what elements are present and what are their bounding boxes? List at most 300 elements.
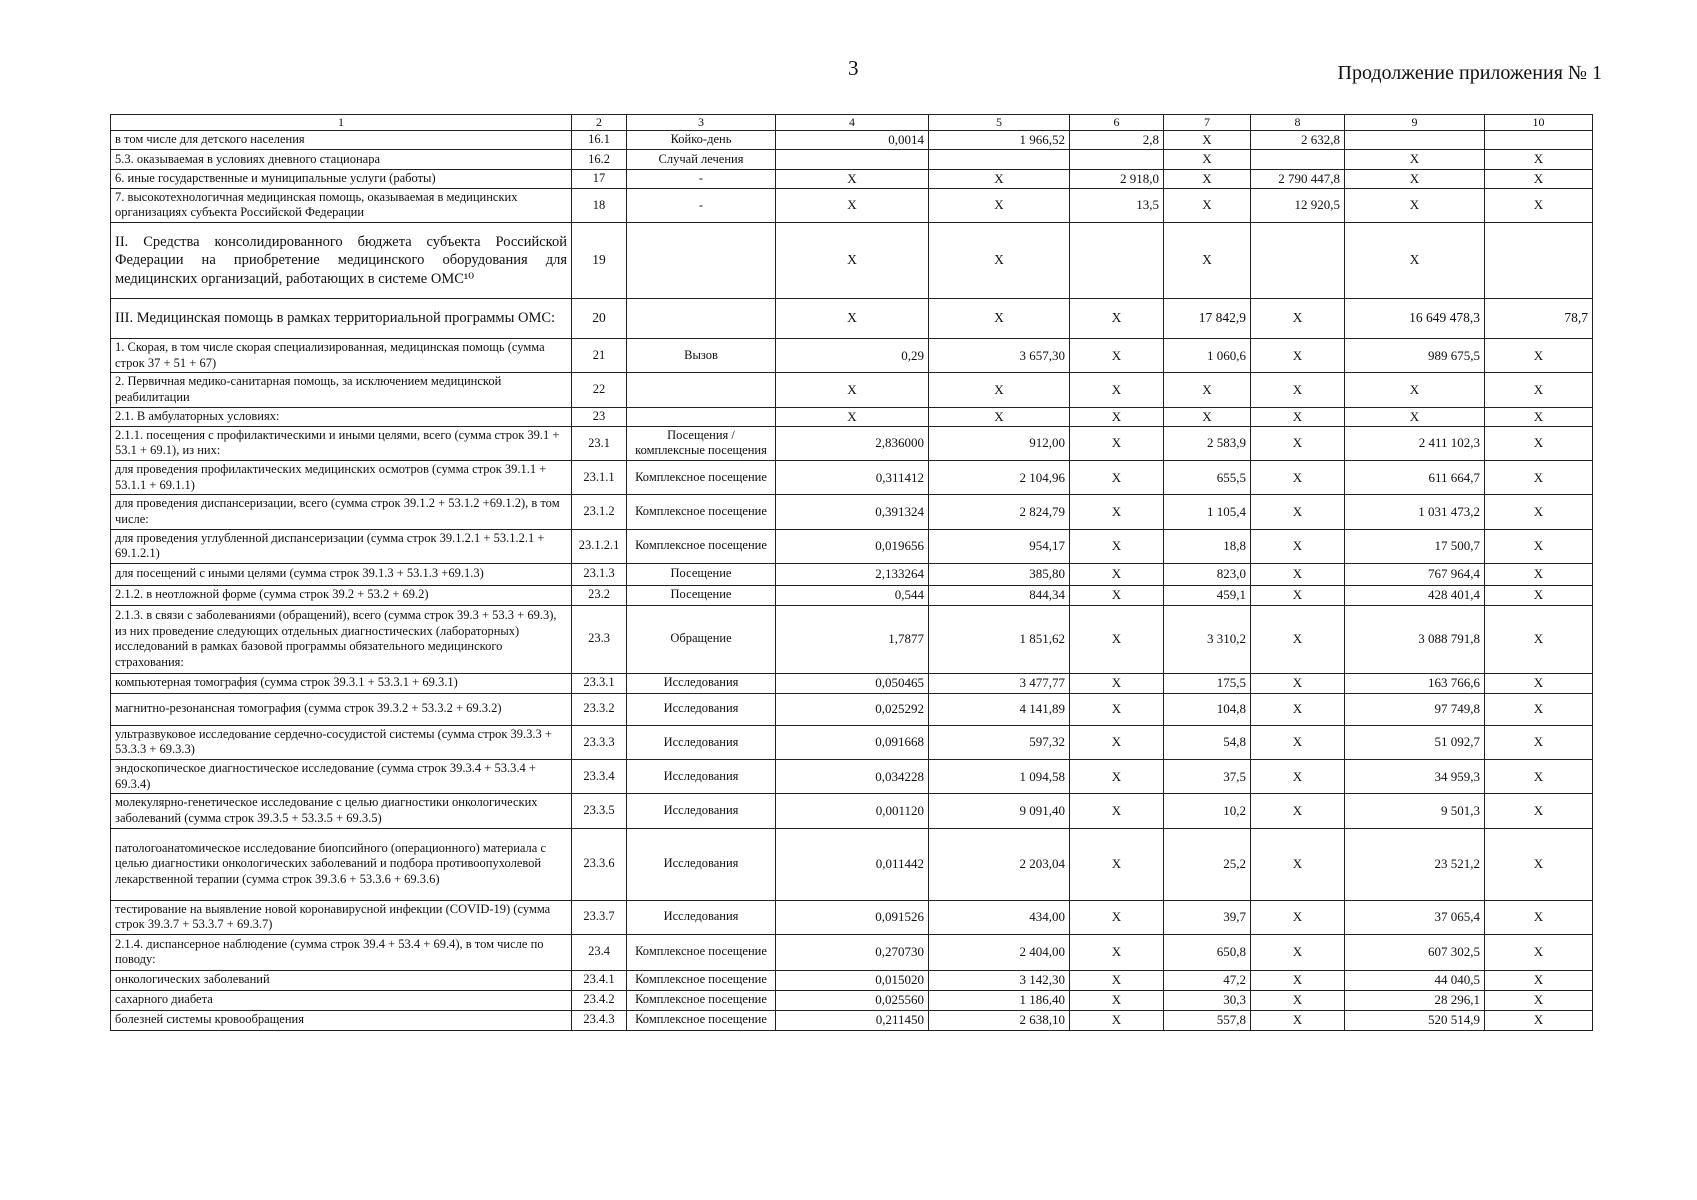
value-cell: 3 088 791,8 (1345, 605, 1485, 673)
value-cell: X (1251, 495, 1345, 529)
unit-cell: - (627, 169, 776, 188)
unit-cell: Исследования (627, 725, 776, 759)
table-row (111, 673, 1593, 693)
row-number-cell: 20 (572, 299, 627, 339)
value-cell: X (1485, 461, 1593, 495)
value-cell: 37,5 (1164, 760, 1251, 794)
value-cell: 1 031 473,2 (1345, 495, 1485, 529)
value-cell: 0,025560 (776, 990, 929, 1010)
value-cell: X (1070, 407, 1164, 426)
value-cell: X (1251, 339, 1345, 373)
value-cell: 0,019656 (776, 529, 929, 563)
value-cell: 3 477,77 (929, 673, 1070, 693)
value-cell: 17 500,7 (1345, 529, 1485, 563)
value-cell: X (1485, 605, 1593, 673)
row-number-cell: 23.3.6 (572, 828, 627, 900)
row-number-cell: 18 (572, 188, 627, 222)
row-label-cell: 1. Скорая, в том числе скорая специализированная, медицинская помощь (сумма строк 37 + 51 + 67) (111, 339, 572, 373)
row-label-cell: 2.1.4. диспансерное наблюдение (сумма строк 39.4 + 53.4 + 69.4), в том числе по поводу: (111, 934, 572, 970)
value-cell: 2 638,10 (929, 1010, 1070, 1030)
value-cell: X (1485, 900, 1593, 934)
value-cell: 1 186,40 (929, 990, 1070, 1010)
value-cell: X (1070, 990, 1164, 1010)
row-label-cell: для посещений с иными целями (сумма строк 39.1.3 + 53.1.3 +69.1.3) (111, 563, 572, 585)
value-cell: 0,270730 (776, 934, 929, 970)
unit-cell: Вызов (627, 339, 776, 373)
unit-cell: Комплексное посещение (627, 990, 776, 1010)
unit-cell: Комплексное посещение (627, 461, 776, 495)
column-number-cell: 5 (929, 115, 1070, 131)
column-number-cell: 8 (1251, 115, 1345, 131)
value-cell: X (1251, 900, 1345, 934)
value-cell: 4 141,89 (929, 693, 1070, 725)
row-number-cell: 23.4 (572, 934, 627, 970)
value-cell: X (1485, 169, 1593, 188)
value-cell: X (1485, 828, 1593, 900)
page-number: 3 (848, 56, 859, 80)
value-cell: 18,8 (1164, 529, 1251, 563)
unit-cell: Посещения / комплексные посещения (627, 426, 776, 460)
value-cell: X (1164, 407, 1251, 426)
row-number-cell: 23.3.2 (572, 693, 627, 725)
unit-cell: Посещение (627, 585, 776, 605)
value-cell: X (1251, 373, 1345, 407)
value-cell: 9 501,3 (1345, 794, 1485, 828)
value-cell: 2 632,8 (1251, 131, 1345, 150)
row-label-cell: ультразвуковое исследование сердечно-сосудистой системы (сумма строк 39.3.3 + 53.3.3 + 69.3.3) (111, 725, 572, 759)
value-cell: 16 649 478,3 (1345, 299, 1485, 339)
value-cell: 44 040,5 (1345, 970, 1485, 990)
table-row (111, 373, 1593, 407)
value-cell: 30,3 (1164, 990, 1251, 1010)
value-cell: X (1345, 373, 1485, 407)
table-row (111, 426, 1593, 460)
table-row (111, 760, 1593, 794)
value-cell: 3 657,30 (929, 339, 1070, 373)
value-cell: 823,0 (1164, 563, 1251, 585)
value-cell: X (1485, 585, 1593, 605)
table-body (111, 115, 1593, 1031)
table-row (111, 188, 1593, 222)
value-cell: 0,091526 (776, 900, 929, 934)
value-cell: X (1485, 373, 1593, 407)
row-label-cell: для проведения диспансеризации, всего (сумма строк 39.1.2 + 53.1.2 +69.1.2), в том числе: (111, 495, 572, 529)
value-cell: 2,8 (1070, 131, 1164, 150)
value-cell (1485, 131, 1593, 150)
value-cell: 3 310,2 (1164, 605, 1251, 673)
data-table (110, 114, 1593, 1031)
row-label-cell: для проведения профилактических медицинских осмотров (сумма строк 39.1.1 + 53.1.1 + 69.1.1) (111, 461, 572, 495)
unit-cell: - (627, 188, 776, 222)
column-number-cell: 2 (572, 115, 627, 131)
unit-cell: Исследования (627, 794, 776, 828)
value-cell: X (1164, 223, 1251, 299)
value-cell: X (1345, 169, 1485, 188)
value-cell: 1 060,6 (1164, 339, 1251, 373)
value-cell: 0,391324 (776, 495, 929, 529)
value-cell: X (1485, 794, 1593, 828)
unit-cell (627, 407, 776, 426)
row-label-cell: в том числе для детского населения (111, 131, 572, 150)
row-label-cell: III. Медицинская помощь в рамках территориальной программы ОМС: (111, 299, 572, 339)
value-cell: X (1251, 828, 1345, 900)
value-cell: X (1070, 585, 1164, 605)
row-number-cell: 23.1.3 (572, 563, 627, 585)
value-cell: X (929, 373, 1070, 407)
value-cell (1070, 223, 1164, 299)
value-cell: 989 675,5 (1345, 339, 1485, 373)
value-cell: 1 851,62 (929, 605, 1070, 673)
value-cell: X (1070, 495, 1164, 529)
value-cell: 23 521,2 (1345, 828, 1485, 900)
value-cell: X (1070, 1010, 1164, 1030)
value-cell: X (929, 188, 1070, 222)
value-cell: X (929, 169, 1070, 188)
value-cell: X (929, 299, 1070, 339)
value-cell: 47,2 (1164, 970, 1251, 990)
value-cell: 54,8 (1164, 725, 1251, 759)
value-cell: X (1070, 934, 1164, 970)
value-cell: 0,015020 (776, 970, 929, 990)
value-cell: X (776, 223, 929, 299)
table-row (111, 169, 1593, 188)
value-cell: 557,8 (1164, 1010, 1251, 1030)
value-cell: 13,5 (1070, 188, 1164, 222)
value-cell: 1 105,4 (1164, 495, 1251, 529)
row-label-cell: 2.1.1. посещения с профилактическими и иными целями, всего (сумма строк 39.1 + 53.1 + 69.1), из них: (111, 426, 572, 460)
row-label-cell: магнитно-резонансная томография (сумма строк 39.3.2 + 53.3.2 + 69.3.2) (111, 693, 572, 725)
value-cell: X (1485, 339, 1593, 373)
value-cell: X (1251, 407, 1345, 426)
column-number-cell: 7 (1164, 115, 1251, 131)
value-cell: X (1251, 794, 1345, 828)
table-row (111, 461, 1593, 495)
value-cell: 520 514,9 (1345, 1010, 1485, 1030)
table-row (111, 693, 1593, 725)
row-number-cell: 23.3 (572, 605, 627, 673)
unit-cell: Обращение (627, 605, 776, 673)
value-cell: 611 664,7 (1345, 461, 1485, 495)
value-cell: X (1070, 299, 1164, 339)
row-number-cell: 23.4.3 (572, 1010, 627, 1030)
row-label-cell: патологоанатомическое исследование биопсийного (операционного) материала с целью диагностики онкологических заболеваний и подбора противоопухолевой лекарственной терапии (сумма строк 39.3.6 + 53.3.6 + 69.3.6) (111, 828, 572, 900)
value-cell: 175,5 (1164, 673, 1251, 693)
value-cell: X (1070, 794, 1164, 828)
value-cell: 0,001120 (776, 794, 929, 828)
value-cell: 597,32 (929, 725, 1070, 759)
table-row (111, 970, 1593, 990)
unit-cell (627, 223, 776, 299)
value-cell: 104,8 (1164, 693, 1251, 725)
value-cell: 0,311412 (776, 461, 929, 495)
value-cell: 34 959,3 (1345, 760, 1485, 794)
row-number-cell: 23.3.1 (572, 673, 627, 693)
row-number-cell: 23.1.2.1 (572, 529, 627, 563)
table-row (111, 150, 1593, 169)
table-row (111, 1010, 1593, 1030)
value-cell: 1 094,58 (929, 760, 1070, 794)
value-cell: X (1251, 673, 1345, 693)
table-row (111, 339, 1593, 373)
value-cell: 1 966,52 (929, 131, 1070, 150)
value-cell: X (1070, 900, 1164, 934)
value-cell: 655,5 (1164, 461, 1251, 495)
value-cell: X (1251, 563, 1345, 585)
value-cell: X (1070, 725, 1164, 759)
value-cell: X (1070, 339, 1164, 373)
value-cell: X (1251, 1010, 1345, 1030)
column-number-cell: 9 (1345, 115, 1485, 131)
value-cell: 97 749,8 (1345, 693, 1485, 725)
value-cell: 0,091668 (776, 725, 929, 759)
column-number-cell: 10 (1485, 115, 1593, 131)
row-number-cell: 16.2 (572, 150, 627, 169)
value-cell: X (1070, 760, 1164, 794)
table-row (111, 828, 1593, 900)
value-cell: 9 091,40 (929, 794, 1070, 828)
row-label-cell: 5.3. оказываемая в условиях дневного стационара (111, 150, 572, 169)
value-cell (776, 150, 929, 169)
value-cell: 12 920,5 (1251, 188, 1345, 222)
value-cell: X (1485, 970, 1593, 990)
unit-cell: Комплексное посещение (627, 970, 776, 990)
row-label-cell: болезней системы кровообращения (111, 1010, 572, 1030)
row-number-cell: 21 (572, 339, 627, 373)
row-number-cell: 23.1.2 (572, 495, 627, 529)
unit-cell: Комплексное посещение (627, 934, 776, 970)
value-cell: 459,1 (1164, 585, 1251, 605)
value-cell (1251, 223, 1345, 299)
value-cell: 2 404,00 (929, 934, 1070, 970)
value-cell: 2 203,04 (929, 828, 1070, 900)
value-cell: 2 790 447,8 (1251, 169, 1345, 188)
value-cell: 428 401,4 (1345, 585, 1485, 605)
value-cell: X (1251, 605, 1345, 673)
value-cell: X (1070, 563, 1164, 585)
unit-cell: Комплексное посещение (627, 495, 776, 529)
unit-cell: Посещение (627, 563, 776, 585)
row-label-cell: молекулярно-генетическое исследование с целью диагностики онкологических заболеваний (сумма строк 39.3.5 + 53.3.5 + 69.3.5) (111, 794, 572, 828)
row-number-cell: 23.3.7 (572, 900, 627, 934)
value-cell: 0,0014 (776, 131, 929, 150)
value-cell: 2 583,9 (1164, 426, 1251, 460)
table-row (111, 585, 1593, 605)
value-cell: X (1485, 693, 1593, 725)
row-number-cell: 23.1.1 (572, 461, 627, 495)
value-cell: 434,00 (929, 900, 1070, 934)
row-label-cell: 2. Первичная медико-санитарная помощь, за исключением медицинской реабилитации (111, 373, 572, 407)
table-row (111, 529, 1593, 563)
value-cell: X (1070, 426, 1164, 460)
value-cell: X (1164, 373, 1251, 407)
value-cell: X (776, 188, 929, 222)
value-cell: X (1485, 725, 1593, 759)
column-number-cell: 3 (627, 115, 776, 131)
unit-cell (627, 299, 776, 339)
row-number-cell: 23.4.1 (572, 970, 627, 990)
value-cell: 39,7 (1164, 900, 1251, 934)
value-cell: 78,7 (1485, 299, 1593, 339)
table-row (111, 990, 1593, 1010)
row-label-cell: компьютерная томография (сумма строк 39.3.1 + 53.3.1 + 69.3.1) (111, 673, 572, 693)
value-cell: X (1345, 407, 1485, 426)
unit-cell: Исследования (627, 673, 776, 693)
appendix-continuation-note: Продолжение приложения № 1 (1337, 62, 1602, 84)
value-cell: X (1345, 223, 1485, 299)
value-cell: 385,80 (929, 563, 1070, 585)
value-cell: 28 296,1 (1345, 990, 1485, 1010)
row-label-cell: 7. высокотехнологичная медицинская помощь, оказываемая в медицинских организациях субъекта Российской Федерации (111, 188, 572, 222)
table-row (111, 223, 1593, 299)
row-label-cell: II. Средства консолидированного бюджета субъекта Российской Федерации на приобретение медицинского оборудования для медицинских организаций, работающих в системе ОМС¹⁰ (111, 223, 572, 299)
table-row (111, 131, 1593, 150)
value-cell: 163 766,6 (1345, 673, 1485, 693)
table-row (111, 794, 1593, 828)
table-row (111, 407, 1593, 426)
value-cell: X (1251, 725, 1345, 759)
row-number-cell: 17 (572, 169, 627, 188)
value-cell: X (1251, 990, 1345, 1010)
value-cell: X (1251, 426, 1345, 460)
value-cell: 10,2 (1164, 794, 1251, 828)
value-cell: X (1251, 585, 1345, 605)
value-cell: 2,133264 (776, 563, 929, 585)
value-cell: X (1485, 529, 1593, 563)
row-label-cell: онкологических заболеваний (111, 970, 572, 990)
unit-cell: Койко-день (627, 131, 776, 150)
value-cell: X (1251, 693, 1345, 725)
value-cell (1070, 150, 1164, 169)
value-cell: 25,2 (1164, 828, 1251, 900)
value-cell: X (1164, 150, 1251, 169)
row-number-cell: 23 (572, 407, 627, 426)
value-cell: X (1251, 760, 1345, 794)
value-cell: 2 918,0 (1070, 169, 1164, 188)
value-cell: 2,836000 (776, 426, 929, 460)
value-cell: X (1485, 760, 1593, 794)
row-label-cell: тестирование на выявление новой коронавирусной инфекции (COVID-19) (сумма строк 39.3.7 + 53.3.7 + 69.3.7) (111, 900, 572, 934)
value-cell: X (1164, 131, 1251, 150)
value-cell: 954,17 (929, 529, 1070, 563)
value-cell: X (1485, 150, 1593, 169)
row-number-cell: 16.1 (572, 131, 627, 150)
row-label-cell: для проведения углубленной диспансеризации (сумма строк 39.1.2.1 + 53.1.2.1 + 69.1.2.1) (111, 529, 572, 563)
value-cell: X (1070, 828, 1164, 900)
value-cell: 844,34 (929, 585, 1070, 605)
value-cell: 0,544 (776, 585, 929, 605)
value-cell: 1,7877 (776, 605, 929, 673)
row-label-cell: эндоскопическое диагностическое исследование (сумма строк 39.3.4 + 53.3.4 + 69.3.4) (111, 760, 572, 794)
value-cell: 650,8 (1164, 934, 1251, 970)
value-cell: X (776, 407, 929, 426)
table-row (111, 605, 1593, 673)
column-number-cell: 1 (111, 115, 572, 131)
value-cell: X (1485, 426, 1593, 460)
value-cell: X (1485, 934, 1593, 970)
row-label-cell: 2.1.2. в неотложной форме (сумма строк 39.2 + 53.2 + 69.2) (111, 585, 572, 605)
value-cell: X (1070, 673, 1164, 693)
value-cell: 2 411 102,3 (1345, 426, 1485, 460)
value-cell: 912,00 (929, 426, 1070, 460)
value-cell: X (1070, 529, 1164, 563)
value-cell: X (1251, 461, 1345, 495)
value-cell: X (1485, 407, 1593, 426)
table-row (111, 299, 1593, 339)
row-number-cell: 23.3.5 (572, 794, 627, 828)
value-cell: 0,211450 (776, 1010, 929, 1030)
value-cell: X (776, 373, 929, 407)
value-cell: X (1251, 934, 1345, 970)
value-cell: 3 142,30 (929, 970, 1070, 990)
value-cell: 0,034228 (776, 760, 929, 794)
value-cell: 0,025292 (776, 693, 929, 725)
value-cell: 37 065,4 (1345, 900, 1485, 934)
value-cell (929, 150, 1070, 169)
value-cell: X (929, 223, 1070, 299)
value-cell: X (1070, 693, 1164, 725)
value-cell: X (1485, 495, 1593, 529)
value-cell: 0,011442 (776, 828, 929, 900)
table-row (111, 563, 1593, 585)
value-cell: 2 824,79 (929, 495, 1070, 529)
unit-cell: Исследования (627, 760, 776, 794)
row-label-cell: 6. иные государственные и муниципальные услуги (работы) (111, 169, 572, 188)
value-cell: X (1485, 563, 1593, 585)
unit-cell (627, 373, 776, 407)
value-cell (1485, 223, 1593, 299)
value-cell: 51 092,7 (1345, 725, 1485, 759)
value-cell: X (1164, 188, 1251, 222)
unit-cell: Исследования (627, 693, 776, 725)
value-cell: X (1485, 1010, 1593, 1030)
row-number-cell: 23.2 (572, 585, 627, 605)
value-cell: 767 964,4 (1345, 563, 1485, 585)
value-cell: X (776, 169, 929, 188)
value-cell: 0,050465 (776, 673, 929, 693)
value-cell: 0,29 (776, 339, 929, 373)
value-cell (1251, 150, 1345, 169)
unit-cell: Комплексное посещение (627, 1010, 776, 1030)
value-cell: X (929, 407, 1070, 426)
row-label-cell: 2.1.3. в связи с заболеваниями (обращений), всего (сумма строк 39.3 + 53.3 + 69.3), из них проведение следующих отдельных диагностических (лабораторных) исследований в рамках базовой программы обязательного медицинского страхования: (111, 605, 572, 673)
unit-cell: Случай лечения (627, 150, 776, 169)
value-cell: X (776, 299, 929, 339)
table-row (111, 495, 1593, 529)
row-number-cell: 23.3.4 (572, 760, 627, 794)
value-cell: X (1070, 970, 1164, 990)
value-cell: X (1251, 970, 1345, 990)
value-cell: X (1251, 529, 1345, 563)
unit-cell: Комплексное посещение (627, 529, 776, 563)
value-cell: X (1070, 605, 1164, 673)
value-cell: X (1485, 990, 1593, 1010)
row-number-cell: 23.1 (572, 426, 627, 460)
column-number-row (111, 115, 1593, 131)
row-number-cell: 22 (572, 373, 627, 407)
value-cell (1345, 131, 1485, 150)
value-cell: X (1070, 373, 1164, 407)
value-cell: 17 842,9 (1164, 299, 1251, 339)
table-row (111, 725, 1593, 759)
table-row (111, 900, 1593, 934)
unit-cell: Исследования (627, 828, 776, 900)
value-cell: X (1251, 299, 1345, 339)
value-cell: 2 104,96 (929, 461, 1070, 495)
column-number-cell: 6 (1070, 115, 1164, 131)
value-cell: 607 302,5 (1345, 934, 1485, 970)
row-number-cell: 23.4.2 (572, 990, 627, 1010)
row-number-cell: 23.3.3 (572, 725, 627, 759)
